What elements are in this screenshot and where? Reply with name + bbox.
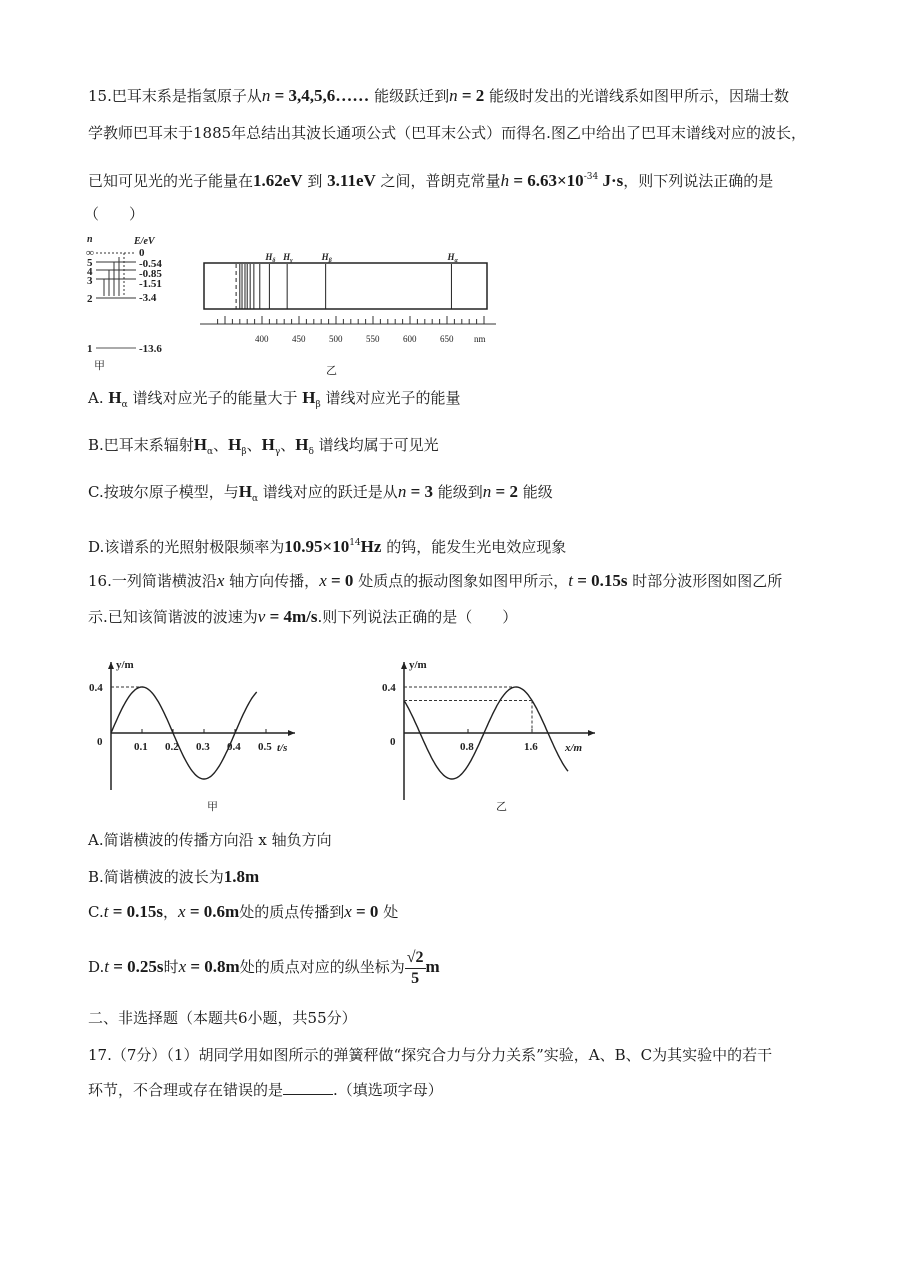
figure-caption: 甲	[207, 801, 218, 813]
subscript: α	[251, 494, 259, 504]
text: 谱线均属于可见光	[313, 436, 439, 454]
math: 10.95×10	[284, 537, 350, 556]
text: 能级	[517, 483, 553, 501]
x-tick-label: 0.3	[196, 741, 210, 753]
spectral-line-label: $H_\beta$	[321, 252, 332, 264]
ruler-tick-label: 450	[292, 334, 306, 344]
origin-label: 0	[97, 736, 103, 748]
math: H	[302, 388, 316, 407]
math: = 2	[457, 86, 485, 105]
math: n	[397, 482, 407, 501]
q17-stem-line1: 17.（7分）（1）胡同学用如图所示的弹簧秤做“探究合力与分力关系”实验，A、B、C为其实验中的若干	[88, 1046, 773, 1064]
text: 处的质点对应的纵坐标为	[239, 958, 405, 976]
text: 、	[280, 436, 296, 454]
level-e-4: -0.85	[139, 268, 162, 280]
y-tick-label: 0.4	[382, 682, 396, 694]
math: t	[104, 957, 109, 976]
text: 环节，不合理或存在错误的是	[88, 1081, 284, 1099]
text: 、	[213, 436, 229, 454]
math: Hz	[360, 537, 382, 556]
subscript: α	[207, 447, 214, 457]
x-axis-arrow	[288, 730, 295, 736]
vibration-graph-jia	[89, 659, 295, 813]
text: ，则下列说法正确的是	[623, 172, 774, 190]
math: x	[216, 571, 225, 590]
x-axis-label: t/s	[277, 742, 288, 754]
math: 1.8m	[223, 867, 260, 886]
q15-stem-line2: 学教师巴耳末于1885年总结出其波长通项公式（巴耳末公式）而得名.图乙中给出了巴耳末谱线对应的波长，	[88, 124, 806, 142]
q15-answer-paren: （ ）	[84, 205, 145, 223]
exponent: 14	[349, 538, 361, 548]
math: x	[178, 902, 186, 921]
text: 到	[302, 172, 328, 190]
x-axis-label: x/m	[565, 742, 583, 754]
math: H	[108, 388, 122, 407]
text: 16.一列简谐横波沿	[88, 572, 217, 590]
math: = 0.8m	[186, 957, 240, 976]
x-tick-label: 0.8	[460, 741, 474, 753]
level-n-3: 3	[87, 275, 93, 287]
text: 已知可见光的光子能量在	[88, 172, 254, 190]
level-e-3: -1.51	[139, 278, 162, 290]
fraction	[405, 948, 426, 989]
level-e-1: -13.6	[139, 343, 162, 355]
text: D.	[88, 958, 105, 976]
wavelength-unit: nm	[474, 334, 486, 344]
level-n-inf: ∞	[86, 247, 94, 259]
q16-option-c[interactable]	[88, 902, 398, 922]
math: n	[449, 86, 458, 105]
text: 能级跃迁到	[369, 87, 450, 105]
subscript: α	[454, 258, 458, 264]
math: 3.11eV	[327, 171, 376, 190]
math: t	[568, 571, 573, 590]
ruler-tick-label: 500	[329, 334, 343, 344]
math: J·s	[598, 171, 624, 190]
math: = 0.15s	[108, 902, 164, 921]
math: = 0.15s	[572, 571, 628, 590]
origin-label: 0	[390, 736, 396, 748]
subscript: β	[241, 447, 247, 457]
level-e-2: -3.4	[139, 292, 157, 304]
subscript: δ	[308, 447, 314, 457]
math: h	[500, 171, 510, 190]
math: = 0.6m	[185, 902, 240, 921]
q17-stem-line2	[88, 1080, 443, 1100]
math: = 0	[326, 571, 354, 590]
math: = 3,4,5,6……	[270, 86, 370, 105]
q16-option-b[interactable]	[88, 867, 259, 887]
math: = 0.25s	[109, 957, 164, 976]
q16-option-d[interactable]	[88, 947, 440, 989]
text: A.	[88, 389, 109, 407]
math: n	[261, 86, 271, 105]
math: t	[103, 902, 109, 921]
text: C.按玻尔原子模型，与	[88, 483, 239, 501]
math: = 4m/s	[265, 607, 318, 626]
spectral-line-label: $H_\delta$	[265, 252, 276, 264]
math: H	[295, 435, 309, 454]
math: x	[178, 957, 187, 976]
section-heading-non-choice: 二、非选择题（本题共6小题，共55分）	[88, 1009, 357, 1027]
y-tick-label: 0.4	[89, 682, 103, 694]
level-e-5: -0.54	[139, 258, 162, 270]
y-axis-label: y/m	[409, 659, 427, 671]
subscript: β	[328, 258, 332, 264]
ruler-tick-label: 400	[255, 334, 269, 344]
numerator: √2	[405, 948, 426, 969]
figure-caption: 乙	[496, 801, 507, 813]
text: 轴方向传播，	[224, 572, 320, 590]
figure-caption-jia: 甲	[94, 360, 105, 372]
level-n-5: 5	[87, 257, 93, 269]
text: 谱线对应的跃迁是从	[258, 483, 398, 501]
denominator: 5	[411, 969, 420, 987]
spectral-line-label: $H_\alpha$	[447, 252, 458, 264]
y-axis-arrow	[108, 662, 114, 669]
text: 的钨，能发生光电效应现象	[381, 538, 567, 556]
subscript: α	[121, 400, 128, 410]
ruler-tick-label: 550	[366, 334, 380, 344]
subscript: β	[315, 400, 321, 410]
y-axis-label: y/m	[116, 659, 134, 671]
answer-blank[interactable]	[283, 1080, 333, 1095]
q16-option-a[interactable]: A.简谐横波的传播方向沿 x 轴负方向	[88, 831, 332, 849]
x-tick-label: 0.1	[134, 741, 148, 753]
text: .则下列说法正确的是（ ）	[317, 608, 518, 626]
text: 处	[378, 903, 399, 921]
exponent: -34	[583, 172, 599, 182]
subscript: δ	[272, 258, 276, 264]
text: D.该谱系的光照射极限频率为	[88, 538, 285, 556]
text: 时	[163, 958, 179, 976]
ruler-tick-label: 600	[403, 334, 417, 344]
text: .（填选项字母）	[333, 1081, 443, 1099]
math: n	[482, 482, 492, 501]
n-axis-label: n	[87, 234, 93, 245]
math: = 6.63×10	[509, 171, 584, 190]
math: v	[257, 607, 266, 626]
x-tick-label: 0.4	[227, 741, 241, 753]
level-n-2: 2	[87, 293, 93, 305]
math: H	[238, 482, 252, 501]
subscript: γ	[274, 447, 281, 457]
y-axis-arrow	[401, 662, 407, 669]
ruler-tick-label: 650	[440, 334, 454, 344]
math: H	[228, 435, 242, 454]
text: 能级到	[433, 483, 483, 501]
waveform-graph-yi	[382, 659, 595, 813]
text: C.	[88, 903, 104, 921]
level-e-inf: 0	[139, 247, 145, 259]
text: B.简谐横波的波长为	[88, 868, 224, 886]
energy-axis-label: E/eV	[134, 236, 155, 247]
unit: m	[425, 957, 440, 976]
text: ，	[163, 903, 179, 921]
text: 时部分波形图如图乙所	[627, 572, 783, 590]
x-tick-label: 1.6	[524, 741, 538, 753]
text: 能级时发出的光谱线系如图甲所示，因瑞士数	[484, 87, 790, 105]
text: 处的质点传播到	[239, 903, 345, 921]
x-axis-arrow	[588, 730, 595, 736]
text: 谱线对应光子的能量	[320, 389, 461, 407]
subscript: γ	[290, 258, 293, 264]
text: 谱线对应光子的能量大于	[127, 389, 303, 407]
math: = 3	[406, 482, 433, 501]
text: 15.巴耳末系是指氢原子从	[88, 87, 262, 105]
math: 1.62eV	[253, 171, 303, 190]
text: 、	[246, 436, 262, 454]
spectral-line-label: $H_\gamma$	[283, 252, 293, 264]
text: 处质点的振动图象如图甲所示，	[353, 572, 569, 590]
x-tick-label: 0.5	[258, 741, 272, 753]
math: = 2	[491, 482, 518, 501]
math: x	[319, 571, 327, 590]
x-tick-label: 0.2	[165, 741, 179, 753]
level-n-4: 4	[87, 266, 93, 278]
math: = 0	[351, 902, 379, 921]
figure-caption-yi: 乙	[326, 365, 337, 377]
math: x	[344, 902, 352, 921]
text: 示.已知该简谐波的波速为	[88, 608, 258, 626]
text: B.巴耳末系辐射	[88, 436, 194, 454]
level-n-1: 1	[87, 343, 93, 355]
math: H	[193, 435, 208, 454]
math: H	[261, 435, 275, 454]
text: 之间，普朗克常量	[375, 172, 501, 190]
